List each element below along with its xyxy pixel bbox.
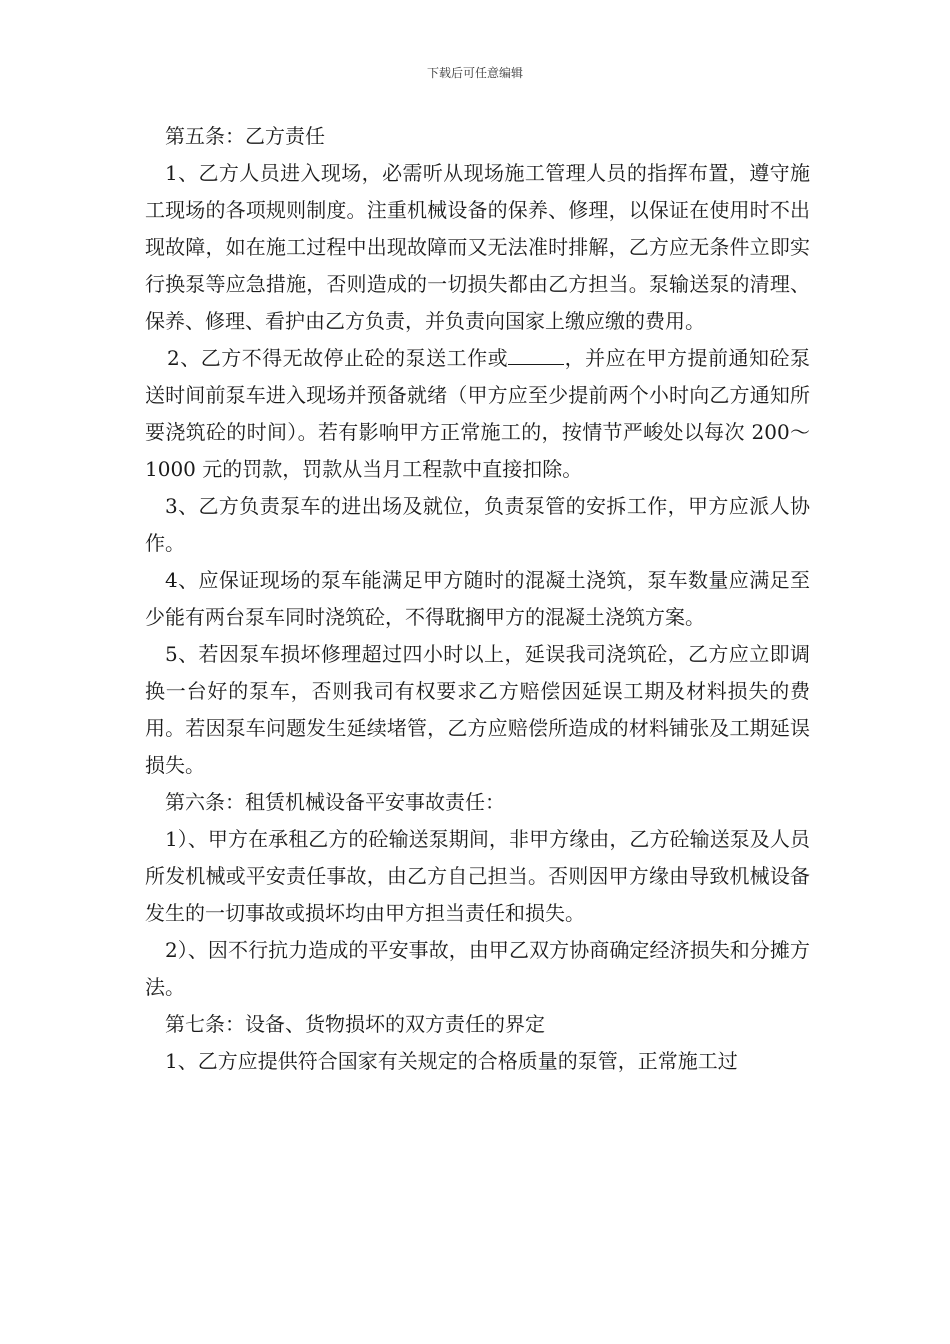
document-body <box>145 118 810 1080</box>
article-5-clause-2 <box>145 340 810 488</box>
article-6-title: 第六条：租赁机械设备平安事故责任： <box>165 790 505 814</box>
page-header: 下载后可任意编辑 <box>426 66 523 80</box>
article-5-clause-2-part-a: 2、乙方不得无故停止砼的泵送工作或 <box>167 346 509 370</box>
article-5-title: 第五条：乙方责任 <box>165 124 325 148</box>
article-5-clause-3: 3、乙方负责泵车的进出场及就位，负责泵管的安拆工作，甲方应派人协作。 <box>145 494 810 555</box>
article-7-title: 第七条：设备、货物损坏的双方责任的界定 <box>165 1012 545 1036</box>
article-6-clause-1: 1）、甲方在承租乙方的砼输送泵期间，非甲方缘由，乙方砼输送泵及人员所发机械或平安责任事故，由乙方自己担当。否则因甲方缘由导致机械设备发生的一切事故或损坏均由甲方担当责任和损失。 <box>145 827 810 925</box>
fill-in-blank <box>508 342 564 365</box>
article-7-clause-1: 1、乙方应提供符合国家有关规定的合格质量的泵管，正常施工过 <box>165 1049 738 1073</box>
article-5-clause-5: 5、若因泵车损坏修理超过四小时以上，延误我司浇筑砼，乙方应立即调换一台好的泵车，否则我司有权要求乙方赔偿因延误工期及材料损失的费用。若因泵车问题发生延续堵管，乙方应赔偿所造成的材料铺张及工期延误损失。 <box>145 642 810 777</box>
article-5-clause-2-part-b: ，并应在甲方提前通知砼泵送时间前泵车进入现场并预备就绪（甲方应至少提前两个小时向乙方通知所要浇筑砼的时间）。若有影响甲方正常施工的，按情节严峻处以每次 200～1000 元的罚款，罚款从当月工程款中直接扣除。 <box>145 346 810 481</box>
article-5-clause-4: 4、应保证现场的泵车能满足甲方随时的混凝土浇筑，泵车数量应满足至少能有两台泵车同时浇筑砼，不得耽搁甲方的混凝土浇筑方案。 <box>145 568 810 629</box>
article-5-clause-1: 1、乙方人员进入现场，必需听从现场施工管理人员的指挥布置，遵守施工现场的各项规则制度。注重机械设备的保养、修理，以保证在使用时不出现故障，如在施工过程中出现故障而又无法准时排解，乙方应无条件立即实行换泵等应急措施，否则造成的一切损失都由乙方担当。泵输送泵的清理、保养、修理、看护由乙方负责，并负责向国家上缴应缴的费用。 <box>145 161 810 333</box>
article-6-clause-2: 2）、因不行抗力造成的平安事故，由甲乙双方协商确定经济损失和分摊方法。 <box>145 938 810 999</box>
